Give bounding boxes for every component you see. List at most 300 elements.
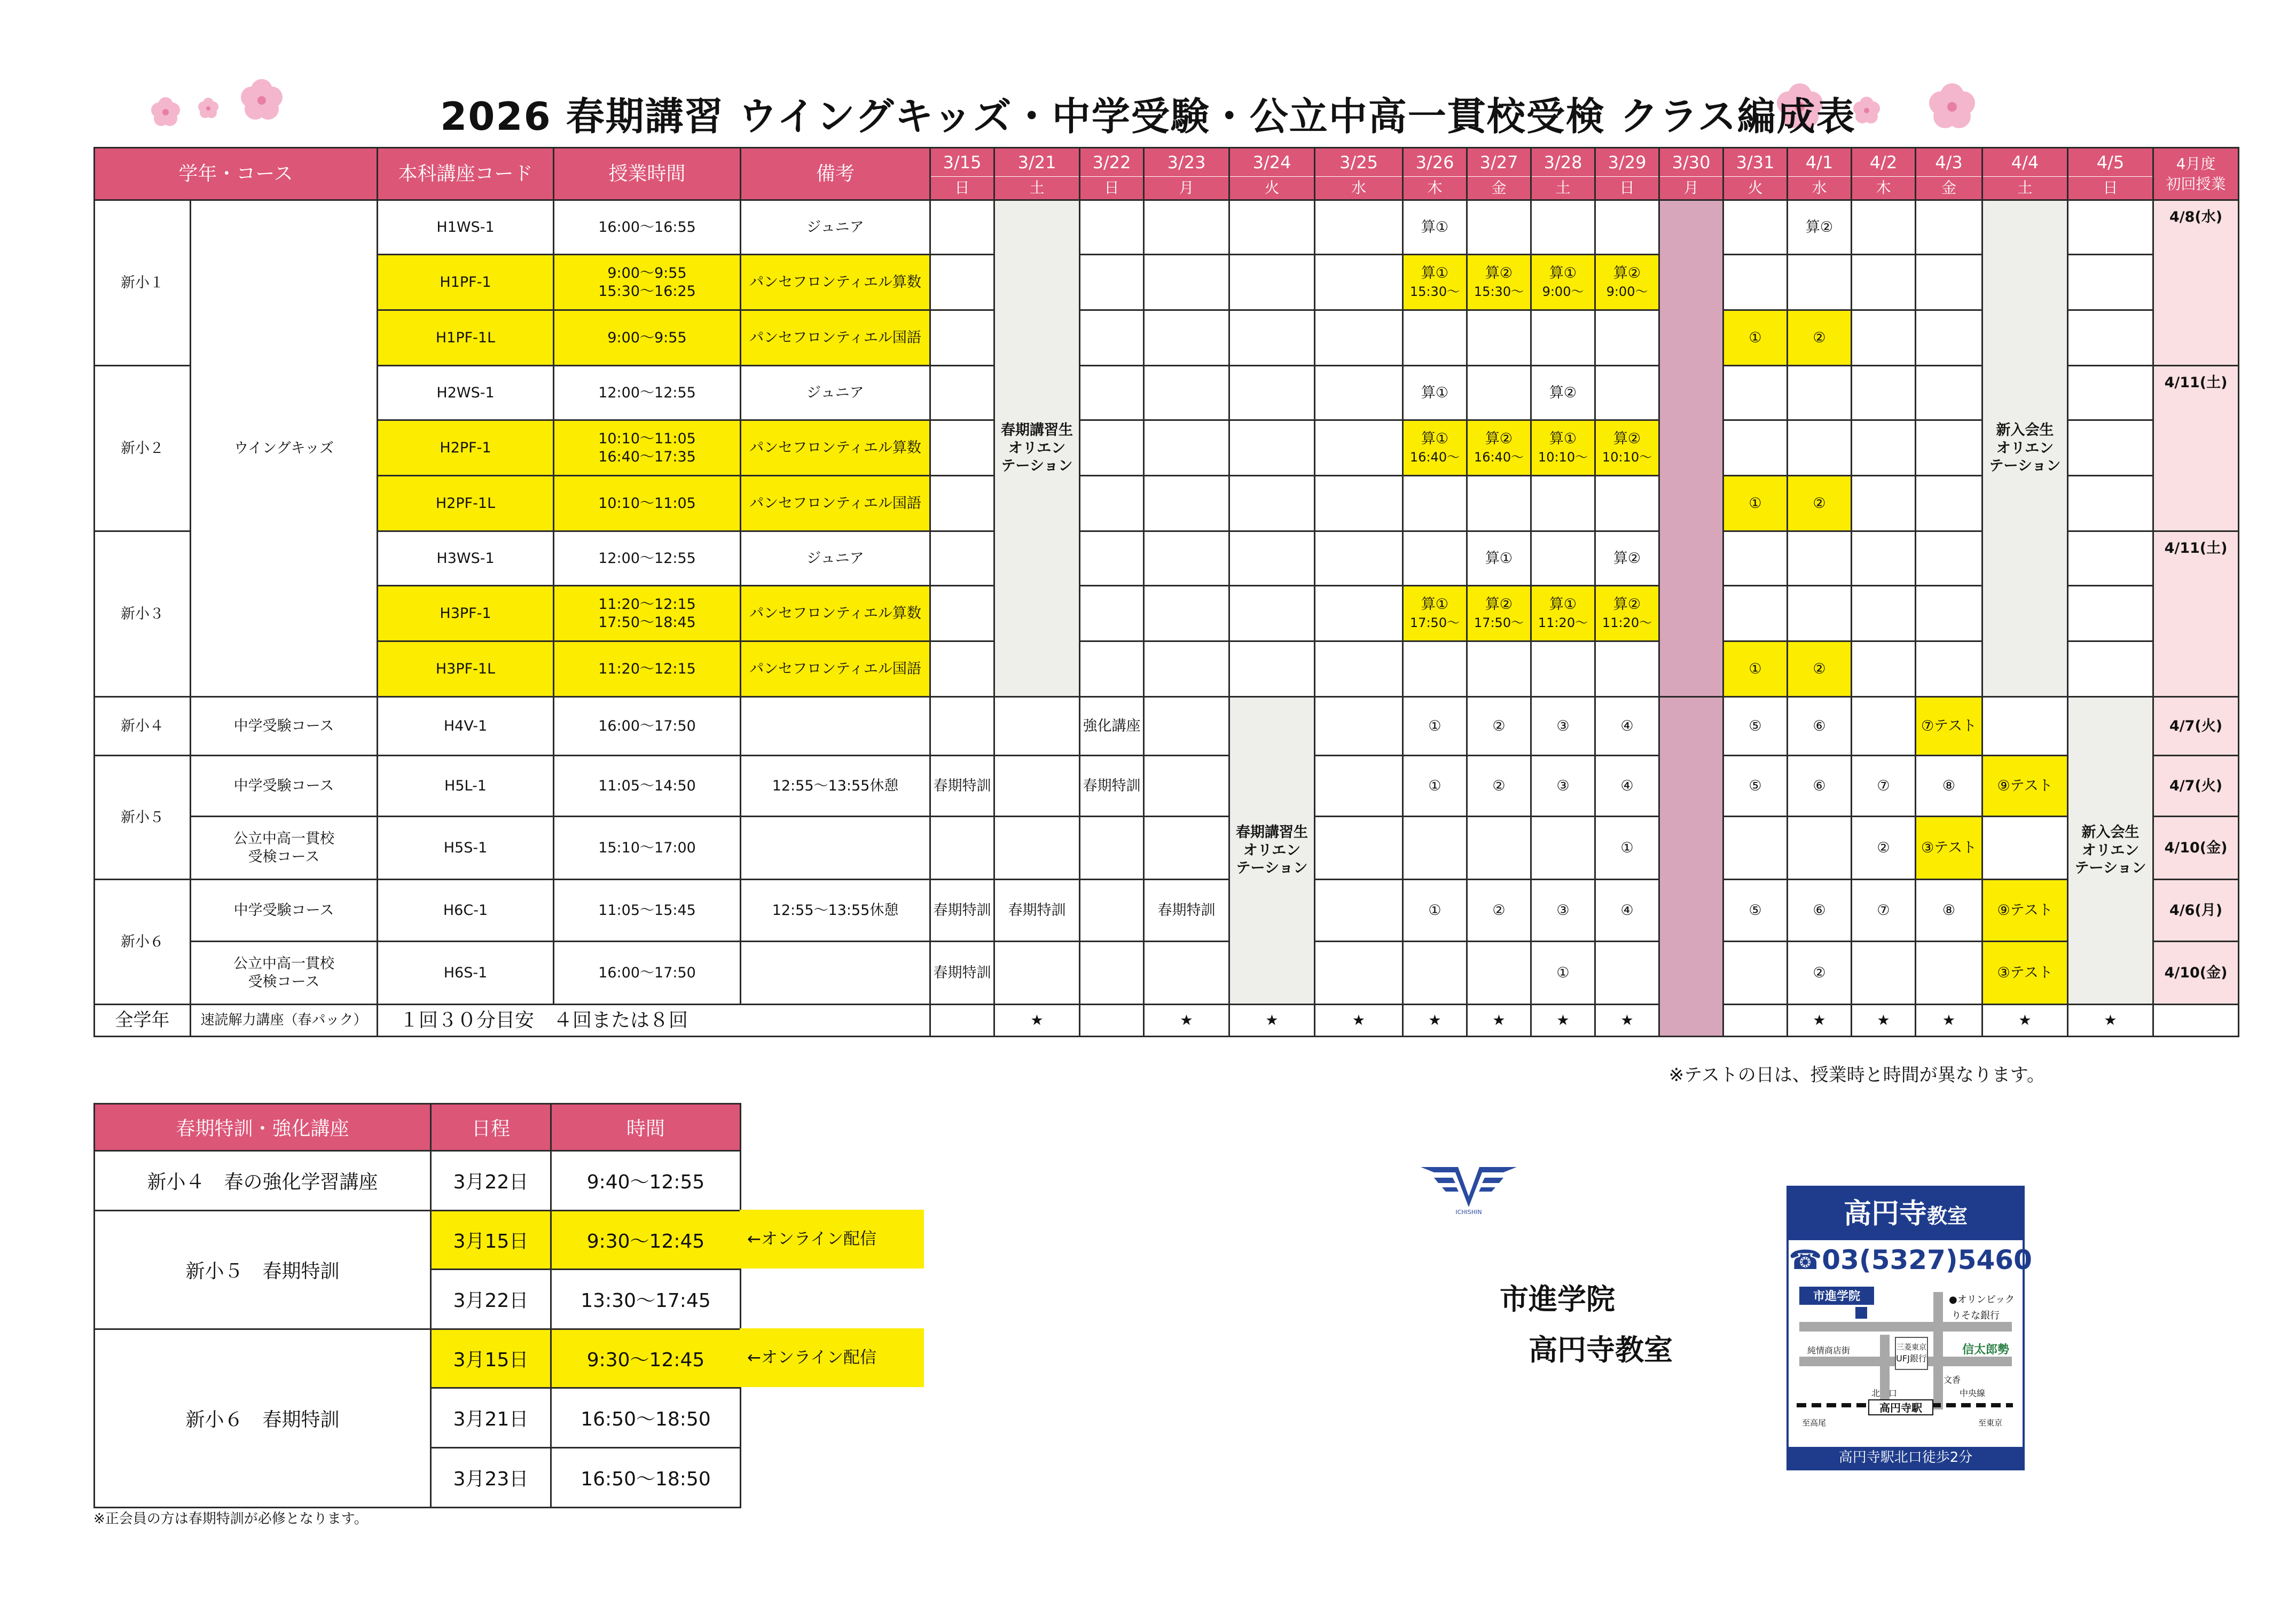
sub-course-time: 16:50～18:50	[551, 1448, 741, 1508]
star-icon: ★	[1916, 1005, 1982, 1037]
course-label: 中学受験コース	[191, 697, 378, 756]
class-time: 10:10～11:05	[554, 476, 741, 531]
grade-label: 新小３	[95, 531, 191, 697]
weekday-header: 日	[1080, 177, 1144, 200]
course-label-line2: 受検コース	[248, 973, 320, 990]
schedule-mark: ③テスト	[1982, 942, 2068, 1005]
schedule-mark	[1467, 420, 1531, 476]
course-code: H1PF-1	[378, 255, 554, 310]
schedule-mark: ②	[1852, 817, 1916, 880]
course-code: H3PF-1	[378, 586, 554, 641]
schedule-mark: ⑥	[1788, 697, 1852, 756]
mark-time: 16:40～	[1409, 449, 1460, 465]
first-class-date: 4/10(金)	[2153, 942, 2239, 1005]
date-header: 3/27	[1467, 148, 1531, 177]
schedule-mark	[1403, 255, 1467, 310]
sub-course-date: 3月22日	[431, 1270, 551, 1329]
weekday-header: 金	[1467, 177, 1531, 200]
first-class-date: 4/11(土)	[2153, 531, 2239, 697]
star-icon: ★	[1788, 1005, 1852, 1037]
map-junjo: 純情商店街	[1807, 1345, 1851, 1356]
class-time: １回３０分目安 ４回または８回	[378, 1005, 930, 1037]
course-code: H3WS-1	[378, 531, 554, 586]
course-code: H2WS-1	[378, 366, 554, 420]
table-row	[95, 200, 2239, 255]
weekday-header: 日	[2068, 177, 2153, 200]
course-code: H5S-1	[378, 817, 554, 880]
class-schedule-table	[93, 147, 2239, 1037]
schedule-mark: 算①	[1467, 531, 1531, 586]
schedule-mark	[1595, 420, 1659, 476]
date-header: 3/31	[1723, 148, 1788, 177]
sub-course-time: 13:30～17:45	[551, 1270, 741, 1329]
schedule-mark: ②	[1788, 641, 1852, 697]
phone-number: ☎03(5327)5460	[1789, 1244, 2032, 1275]
course-code: H3PF-1L	[378, 641, 554, 697]
star-icon: ★	[1531, 1005, 1595, 1037]
schedule-mark: ⑥	[1788, 756, 1852, 817]
special-label: 春期特訓	[930, 942, 994, 1005]
course-code: H2PF-1L	[378, 476, 554, 531]
star-icon: ★	[1852, 1005, 1916, 1037]
date-header: 3/22	[1080, 148, 1144, 177]
class-time: 16:00～17:50	[554, 942, 741, 1005]
wing-logo-icon	[1418, 1156, 1519, 1215]
class-time: 9:00～9:55	[554, 310, 741, 366]
header-class-time: 授業時間	[554, 148, 741, 200]
schedule-mark: ④	[1595, 880, 1659, 942]
table-row	[95, 531, 2239, 586]
table-row	[95, 255, 2239, 310]
schedule-mark	[1531, 255, 1595, 310]
schedule-mark: 算②	[1595, 531, 1659, 586]
weekday-header: 土	[1531, 177, 1595, 200]
logo-text: ICHISHIN	[1455, 1209, 1482, 1215]
walk-note: 高円寺駅北口徒歩2分	[1789, 1447, 2023, 1468]
mark-label: 算①	[1549, 264, 1577, 281]
table-row	[95, 586, 2239, 641]
class-time: 12:00～12:55	[554, 531, 741, 586]
header-first-class-line2: 初回授業	[2166, 175, 2226, 193]
orientation-line3: テーション	[1989, 458, 2061, 475]
star-icon: ★	[1144, 1005, 1229, 1037]
schedule-mark	[1403, 586, 1467, 641]
orientation-line1: 新入会生	[1996, 421, 2054, 438]
table-row	[95, 756, 2239, 817]
date-header: 3/15	[930, 148, 994, 177]
table-row	[95, 641, 2239, 697]
remarks: パンセフロンティエル国語	[741, 641, 930, 697]
course-code: H6C-1	[378, 880, 554, 942]
orientation-cell	[1982, 200, 2068, 697]
orientation-line1: 春期講習生	[1001, 421, 1073, 438]
grade-label: 新小１	[95, 200, 191, 366]
orientation-line2: オリエン	[1008, 440, 1066, 457]
class-time	[554, 586, 741, 641]
remarks: パンセフロンティエル国語	[741, 476, 930, 531]
header-first-class-line1: 4月度	[2176, 154, 2216, 173]
course-label: 速読解力講座（春パック）	[191, 1005, 378, 1037]
course-code: H4V-1	[378, 697, 554, 756]
remarks: パンセフロンティエル算数	[741, 586, 930, 641]
orientation-line3: テーション	[2074, 860, 2146, 877]
remarks: 12:55～13:55休憩	[741, 880, 930, 942]
access-map-card	[1786, 1186, 2032, 1470]
map-olympic: ●オリンピック	[1949, 1294, 2015, 1305]
mark-label: 算②	[1613, 430, 1641, 447]
school-name: 市進学院	[1500, 1282, 1615, 1316]
holiday-column	[1659, 697, 1723, 1037]
sub-course-time: 9:40～12:55	[551, 1151, 741, 1211]
sub-course-date: 3月15日	[431, 1211, 551, 1270]
schedule-mark: ⑨テスト	[1982, 880, 2068, 942]
special-label: 春期特訓	[1144, 880, 1229, 942]
remarks: ジュニア	[741, 531, 930, 586]
schedule-mark: ①	[1723, 476, 1788, 531]
date-header: 4/2	[1852, 148, 1916, 177]
class-time: 12:00～12:55	[554, 366, 741, 420]
weekday-header: 水	[1315, 177, 1403, 200]
special-course-table	[93, 1103, 741, 1508]
schedule-mark: ①	[1403, 697, 1467, 756]
schedule-mark: ⑨テスト	[1982, 756, 2068, 817]
schedule-mark: ⑦テスト	[1916, 697, 1982, 756]
mark-label: 算①	[1421, 596, 1449, 613]
mark-label: 算②	[1485, 596, 1513, 613]
first-class-date: 4/8(水)	[2153, 200, 2239, 366]
table-row	[95, 366, 2239, 420]
mark-time: 16:40～	[1474, 449, 1524, 465]
table-row	[95, 1151, 741, 1211]
mark-label: 算②	[1485, 264, 1513, 281]
mark-time: 11:20～	[1538, 615, 1588, 630]
table-row	[95, 697, 2239, 756]
remarks: ジュニア	[741, 200, 930, 255]
remarks: パンセフロンティエル算数	[741, 255, 930, 310]
course-label-line1: 公立中高一貫校	[233, 830, 334, 847]
map-title	[1789, 1188, 2023, 1240]
orientation-line2: オリエン	[1996, 440, 2054, 457]
class-time: 16:00～17:50	[554, 697, 741, 756]
orientation-cell	[994, 200, 1080, 697]
first-class-date: 4/6(月)	[2153, 880, 2239, 942]
map-mufg-line2: UFJ銀行	[1896, 1353, 1927, 1364]
star-icon: ★	[1229, 1005, 1315, 1037]
orientation-line1: 春期講習生	[1236, 824, 1308, 841]
schedule-mark: 算②	[1531, 366, 1595, 420]
special-label: 春期特訓	[930, 756, 994, 817]
class-time: 16:00～16:55	[554, 200, 741, 255]
weekday-header: 木	[1852, 177, 1916, 200]
class-time-2: 17:50～18:45	[598, 614, 696, 631]
date-header: 3/28	[1531, 148, 1595, 177]
grade-label: 新小５	[95, 756, 191, 880]
map-resona: りそな銀行	[1952, 1310, 2000, 1321]
course-label: 中学受験コース	[191, 756, 378, 817]
orientation-cell	[1229, 697, 1315, 1005]
table-row	[95, 310, 2239, 366]
date-header: 3/26	[1403, 148, 1467, 177]
schedule-mark: ⑦	[1852, 756, 1916, 817]
weekday-header: 日	[1595, 177, 1659, 200]
schedule-mark	[1531, 420, 1595, 476]
sub-course-date: 3月22日	[431, 1151, 551, 1211]
sub-course-time: 9:30～12:45	[551, 1329, 741, 1388]
class-time: 15:10～17:00	[554, 817, 741, 880]
date-header: 4/4	[1982, 148, 2068, 177]
mark-time: 10:10～	[1602, 449, 1652, 465]
schedule-mark: ③	[1531, 880, 1595, 942]
online-label: ←オンライン配信	[740, 1328, 924, 1387]
first-class-date: 4/11(土)	[2153, 366, 2239, 531]
schedule-mark	[1467, 586, 1531, 641]
remarks	[741, 817, 930, 880]
schedule-mark: ⑧	[1916, 756, 1982, 817]
orientation-line2: オリエン	[2081, 842, 2140, 859]
schedule-mark: 算①	[1403, 200, 1467, 255]
weekday-header: 月	[1144, 177, 1229, 200]
date-header: 3/21	[994, 148, 1080, 177]
class-time: 11:20～12:15	[554, 641, 741, 697]
sub-course-time: 9:30～12:45	[551, 1211, 741, 1270]
orientation-line3: テーション	[1236, 860, 1308, 877]
schedule-mark	[1467, 255, 1531, 310]
schedule-mark	[1531, 586, 1595, 641]
weekday-header: 水	[1788, 177, 1852, 200]
schedule-mark: ⑧	[1916, 880, 1982, 942]
special-label: 春期特訓	[930, 880, 994, 942]
weekday-header: 金	[1916, 177, 1982, 200]
table-row	[95, 420, 2239, 476]
holiday-column	[1659, 200, 1723, 697]
course-code: H2PF-1	[378, 420, 554, 476]
schedule-mark: 算②	[1788, 200, 1852, 255]
grade-label: 全学年	[95, 1005, 191, 1037]
map-title-suffix: 教室	[1927, 1204, 1968, 1228]
first-class-date: 4/7(火)	[2153, 697, 2239, 756]
sub-course-name: 新小５ 春期特訓	[95, 1211, 431, 1329]
remarks	[741, 697, 930, 756]
mark-label: 算①	[1549, 596, 1577, 613]
school-branch: 高円寺教室	[1529, 1333, 1673, 1367]
map-bunsen: 文香	[1944, 1375, 1961, 1385]
schedule-mark: ⑥	[1788, 880, 1852, 942]
footnote: ※正会員の方は春期特訓が必修となります。	[93, 1511, 368, 1527]
schedule-mark: 算①	[1403, 366, 1467, 420]
schedule-mark: ⑤	[1723, 880, 1788, 942]
sub-course-date: 3月21日	[431, 1388, 551, 1448]
weekday-header: 土	[1982, 177, 2068, 200]
class-time	[554, 255, 741, 310]
mark-time: 10:10～	[1538, 449, 1588, 465]
map-school-label: 市進学院	[1813, 1290, 1861, 1303]
date-header: 3/24	[1229, 148, 1315, 177]
star-icon: ★	[1467, 1005, 1531, 1037]
class-time-1: 9:00～9:55	[607, 264, 687, 281]
class-time-2: 16:40～17:35	[598, 448, 696, 465]
schedule-mark: ①	[1723, 310, 1788, 366]
course-code: H5L-1	[378, 756, 554, 817]
map-west: 至高尾	[1802, 1418, 1827, 1428]
schedule-mark: ⑤	[1723, 697, 1788, 756]
mark-time: 15:30～	[1409, 284, 1460, 299]
header-first-class	[2153, 148, 2239, 200]
table-row	[95, 880, 2239, 942]
date-header: 3/25	[1315, 148, 1403, 177]
schedule-mark: ①	[1595, 817, 1659, 880]
header-grade-course: 学年・コース	[95, 148, 378, 200]
remarks: 12:55～13:55休憩	[741, 756, 930, 817]
mark-label: 算②	[1485, 430, 1513, 447]
schedule-mark: ④	[1595, 756, 1659, 817]
table-row	[95, 476, 2239, 531]
date-header: 3/23	[1144, 148, 1229, 177]
table-row	[95, 1329, 741, 1388]
schedule-mark: ③	[1531, 697, 1595, 756]
remarks: パンセフロンティエル国語	[741, 310, 930, 366]
grade-label: 新小４	[95, 697, 191, 756]
schedule-mark: ②	[1788, 310, 1852, 366]
mark-time: 9:00～	[1606, 284, 1648, 299]
course-label	[191, 817, 378, 880]
mark-label: 算①	[1549, 430, 1577, 447]
sub-course-date: 3月23日	[431, 1448, 551, 1508]
mark-label: 算①	[1421, 430, 1449, 447]
course-label-line2: 受検コース	[248, 848, 320, 865]
schedule-mark: ⑦	[1852, 880, 1916, 942]
first-class-date: 4/7(火)	[2153, 756, 2239, 817]
mark-time: 17:50～	[1474, 615, 1524, 630]
course-label	[191, 942, 378, 1005]
star-icon: ★	[1595, 1005, 1659, 1037]
sub-header-name: 春期特訓・強化講座	[95, 1104, 431, 1151]
map-chuo: 中央線	[1960, 1388, 1986, 1398]
class-time-1: 11:20～12:15	[598, 596, 696, 613]
schedule-mark: ①	[1531, 942, 1595, 1005]
weekday-header: 日	[930, 177, 994, 200]
star-icon: ★	[1982, 1005, 2068, 1037]
orientation-line1: 新入会生	[2081, 824, 2140, 841]
weekday-header: 火	[1723, 177, 1788, 200]
access-map	[1789, 1287, 2023, 1442]
remarks: パンセフロンティエル算数	[741, 420, 930, 476]
schedule-mark: ①	[1403, 880, 1467, 942]
mark-label: 算①	[1421, 264, 1449, 281]
sub-header-date: 日程	[431, 1104, 551, 1151]
course-label: 中学受験コース	[191, 880, 378, 942]
special-label: 強化講座	[1080, 697, 1144, 756]
schedule-mark	[1595, 586, 1659, 641]
schedule-mark: ③	[1531, 756, 1595, 817]
date-header: 3/30	[1659, 148, 1723, 177]
test-note: ※テストの日は、授業時と時間が異なります。	[1668, 1064, 2045, 1086]
star-icon: ★	[1403, 1005, 1467, 1037]
class-time-1: 10:10～11:05	[598, 430, 696, 447]
class-time: 11:05～14:50	[554, 756, 741, 817]
course-code: H1PF-1L	[378, 310, 554, 366]
table-row	[95, 1211, 741, 1270]
sub-course-name: 新小６ 春期特訓	[95, 1329, 431, 1508]
map-shintaro: 信太郎勢	[1962, 1343, 2010, 1357]
header-course-code: 本科講座コード	[378, 148, 554, 200]
grade-label: 新小６	[95, 880, 191, 1005]
weekday-header: 木	[1403, 177, 1467, 200]
orientation-cell	[2068, 697, 2153, 1005]
schedule-mark: ②	[1788, 942, 1852, 1005]
schedule-mark: ②	[1788, 476, 1852, 531]
orientation-line3: テーション	[1001, 458, 1073, 475]
weekday-header: 土	[994, 177, 1080, 200]
map-mufg-line1: 三菱東京	[1897, 1343, 1926, 1352]
star-icon: ★	[2068, 1005, 2153, 1037]
schedule-mark: ②	[1467, 697, 1531, 756]
sub-header-time: 時間	[551, 1104, 741, 1151]
date-header: 4/3	[1916, 148, 1982, 177]
weekday-header: 月	[1659, 177, 1723, 200]
first-class-date: 4/10(金)	[2153, 817, 2239, 880]
header-remarks: 備考	[741, 148, 930, 200]
remarks: ジュニア	[741, 366, 930, 420]
page-title: 2026 春期講習 ウイングキッズ・中学受験・公立中高一貫校受検 クラス編成表	[440, 94, 1856, 139]
class-time: 11:05～15:45	[554, 880, 741, 942]
date-header: 4/1	[1788, 148, 1852, 177]
mark-time: 9:00～	[1542, 284, 1584, 299]
course-code: H1WS-1	[378, 200, 554, 255]
schedule-mark: ②	[1467, 880, 1531, 942]
sub-course-date: 3月15日	[431, 1329, 551, 1388]
special-label: 春期特訓	[1080, 756, 1144, 817]
map-kita: 北 口	[1871, 1388, 1898, 1398]
schedule-mark: ⑤	[1723, 756, 1788, 817]
table-row	[95, 1005, 2239, 1037]
schedule-mark: ④	[1595, 697, 1659, 756]
class-time	[554, 420, 741, 476]
schedule-mark: ①	[1723, 641, 1788, 697]
schedule-mark	[1403, 420, 1467, 476]
mark-label: 算②	[1613, 264, 1641, 281]
online-label: ←オンライン配信	[740, 1210, 924, 1268]
mark-time: 17:50～	[1409, 615, 1460, 630]
date-header: 3/29	[1595, 148, 1659, 177]
remarks	[741, 942, 930, 1005]
schedule-mark	[1595, 255, 1659, 310]
course-label-line1: 公立中高一貫校	[233, 955, 334, 972]
mark-label: 算②	[1613, 596, 1641, 613]
schedule-mark: ②	[1467, 756, 1531, 817]
map-station: 高円寺駅	[1879, 1401, 1922, 1414]
mark-time: 11:20～	[1602, 615, 1652, 630]
mark-time: 15:30～	[1474, 284, 1524, 299]
course-code: H6S-1	[378, 942, 554, 1005]
map-title-main: 高円寺	[1843, 1198, 1927, 1230]
class-time-2: 15:30～16:25	[598, 283, 696, 300]
map-east: 至東京	[1978, 1418, 2003, 1428]
star-icon: ★	[994, 1005, 1080, 1037]
special-label: 春期特訓	[994, 880, 1080, 942]
course-label: ウイングキッズ	[191, 200, 378, 697]
schedule-mark: ①	[1403, 756, 1467, 817]
grade-label: 新小２	[95, 366, 191, 531]
table-row	[95, 817, 2239, 880]
star-icon: ★	[1315, 1005, 1403, 1037]
sub-course-name: 新小４ 春の強化学習講座	[95, 1151, 431, 1211]
table-row	[95, 942, 2239, 1005]
ichishin-logo	[1418, 1156, 1519, 1217]
date-header: 4/5	[2068, 148, 2153, 177]
schedule-mark: ③テスト	[1916, 817, 1982, 880]
weekday-header: 火	[1229, 177, 1315, 200]
orientation-line2: オリエン	[1243, 842, 1301, 859]
